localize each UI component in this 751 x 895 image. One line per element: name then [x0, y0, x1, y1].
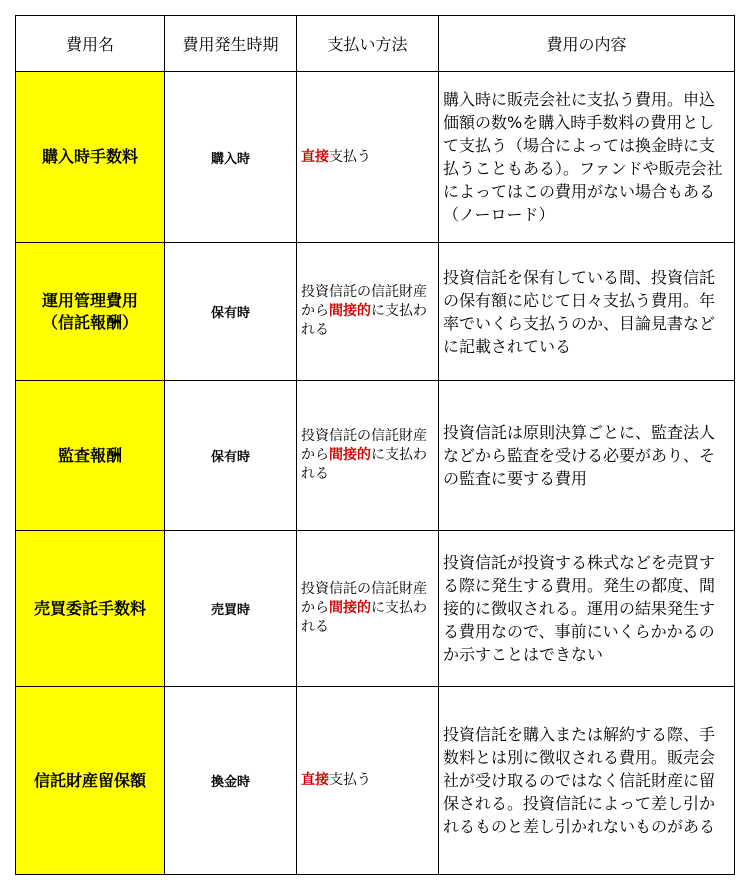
fee-table — [15, 15, 735, 875]
fee-content: 投資信託を購入または解約する際、手数料とは別に徴収される費用。販売会社が受け取るのではなく信託財産に留保される。投資信託によって差し引かれるものと差し引かれないものがある — [443, 725, 716, 836]
table-row — [16, 687, 735, 875]
fee-name: 監査報酬 — [57, 445, 122, 465]
fee-time-cell — [165, 381, 297, 531]
fee-name: 信託財産留保額 — [33, 770, 146, 790]
fee-content-cell — [439, 72, 735, 243]
header-fee-time: 費用発生時期 — [165, 16, 297, 72]
fee-time: 売買時 — [210, 603, 250, 618]
payment-text-after: に支払われる — [301, 600, 427, 635]
payment-emphasis: 間接的 — [329, 600, 371, 616]
payment-text-after: に支払われる — [301, 447, 427, 482]
fee-name-cell — [16, 687, 165, 875]
payment-emphasis: 直接 — [301, 148, 329, 165]
fee-content: 投資信託が投資する株式などを売買する際に発生する費用。発生の都度、間接的に徴収される。運用の結果発生する費用なので、事前にいくらかかるのか示すことはできない — [443, 553, 716, 664]
fee-name-cell — [16, 531, 165, 687]
payment-text-before: 投資信託の信託財産から — [301, 284, 427, 319]
payment-text-before: 投資信託の信託財産から — [301, 428, 427, 463]
fee-content: 投資信託を保有している間、投資信託の保有額に応じて日々支払う費用。年率でいくら支払うのか、目論見書などに記載されている — [443, 267, 716, 356]
fee-name: 購入時手数料 — [41, 147, 138, 166]
fee-content: 購入時に販売会社に支払う費用。申込価額の数%を購入時手数料の費用として支払う（場合によっては換金時に支払うこともある）。ファンドや販売会社によってはこの費用がない場合もある（ノーロード） — [443, 90, 723, 224]
payment-text-before: 投資信託の信託財産から — [301, 581, 427, 616]
fee-time-cell — [165, 243, 297, 381]
header-row — [16, 16, 735, 72]
header-fee-name: 費用名 — [16, 16, 165, 72]
payment-text: 支払う — [329, 772, 371, 788]
fee-time: 購入時 — [210, 151, 250, 167]
payment-text-after: に支払われる — [301, 303, 427, 338]
table-row — [16, 72, 735, 243]
payment-emphasis: 直接 — [301, 772, 329, 788]
payment-method-cell — [297, 72, 439, 243]
fee-time: 保有時 — [210, 306, 250, 321]
fee-content-cell — [439, 531, 735, 687]
fee-time-cell — [165, 687, 297, 875]
fee-name-cell — [16, 243, 165, 381]
fee-name-line-2: （信託報酬） — [41, 312, 138, 332]
fee-time: 換金時 — [210, 775, 250, 790]
payment-text: 支払う — [329, 148, 371, 165]
payment-method-cell — [297, 381, 439, 531]
fee-time-cell — [165, 72, 297, 243]
fee-name-line-1: 運用管理費用 — [41, 290, 138, 310]
fee-content: 投資信託は原則決算ごとに、監査法人などから監査を受ける必要があり、その監査に要する費用 — [443, 423, 716, 488]
table-row — [16, 531, 735, 687]
payment-method-cell — [297, 243, 439, 381]
payment-emphasis: 間接的 — [329, 303, 371, 319]
fee-name: 売買委託手数料 — [33, 598, 146, 618]
fee-name-cell — [16, 72, 165, 243]
payment-method-cell — [297, 687, 439, 875]
fee-content-cell — [439, 243, 735, 381]
table-row — [16, 243, 735, 381]
fee-name-cell — [16, 381, 165, 531]
fee-content-cell — [439, 687, 735, 875]
header-fee-content: 費用の内容 — [439, 16, 735, 72]
fee-content-cell — [439, 381, 735, 531]
payment-emphasis: 間接的 — [329, 447, 371, 463]
table-row — [16, 381, 735, 531]
fee-time: 保有時 — [210, 450, 250, 465]
fee-time-cell — [165, 531, 297, 687]
payment-method-cell — [297, 531, 439, 687]
header-payment-method: 支払い方法 — [297, 16, 439, 72]
